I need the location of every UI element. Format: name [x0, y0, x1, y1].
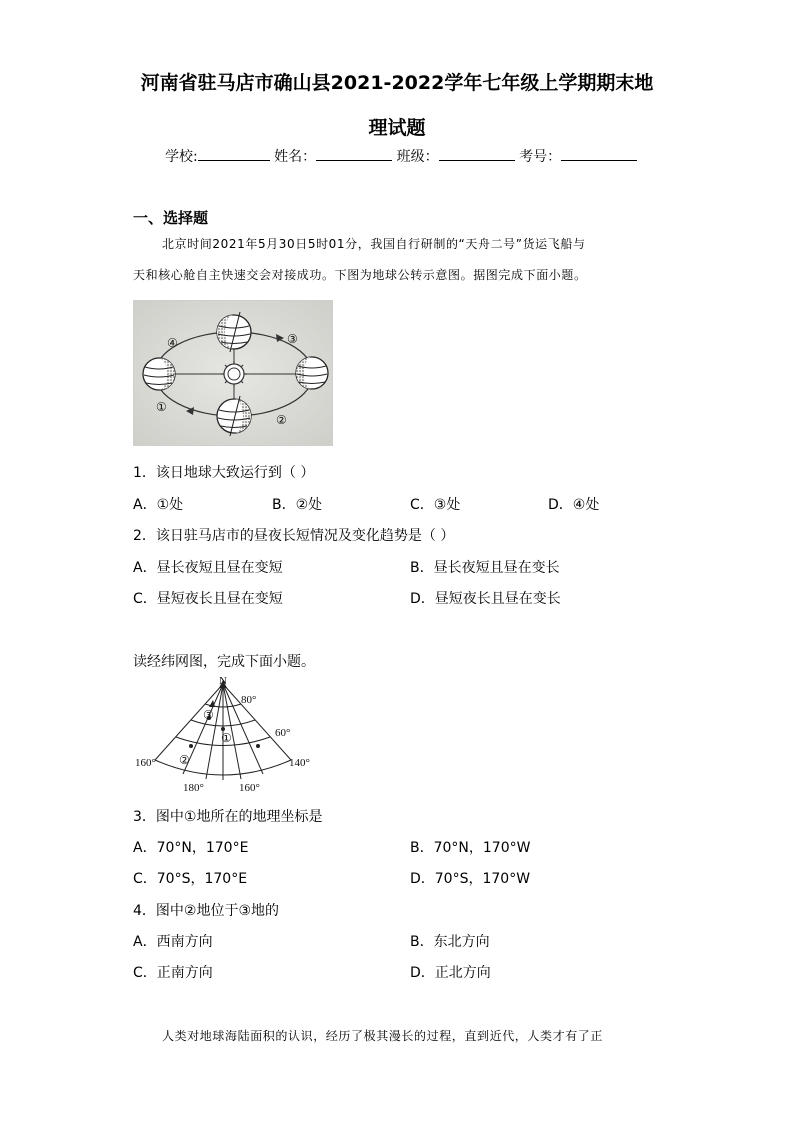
q4-option-a[interactable]: A．西南方向 [133, 934, 213, 950]
footer-passage: 人类对地球海陆面积的认识，经历了极其漫长的过程，直到近代，人类才有了正 [162, 1029, 604, 1043]
lon-label-160-left: 160° [135, 757, 156, 769]
question-1-stem: 1．该日地球大致运行到（ ） [133, 465, 315, 481]
school-label: 学校: [165, 149, 198, 165]
section-title: 一、选择题 [133, 209, 209, 227]
passage1-line2: 天和核心舱自主快速交会对接成功。下图为地球公转示意图。据图完成下面小题。 [133, 268, 587, 282]
exam-number-field[interactable] [561, 147, 637, 161]
name-label: 姓名： [274, 149, 317, 165]
point-label-3: ③ [203, 708, 214, 722]
name-field[interactable] [316, 147, 392, 161]
q1-option-b[interactable]: B．②处 [272, 497, 323, 513]
point-label-1: ① [221, 731, 232, 745]
lon-label-140: 140° [289, 757, 310, 769]
school-field[interactable] [198, 147, 270, 161]
q2-option-a[interactable]: A．昼长夜短且昼在变短 [133, 560, 283, 576]
passage2-text: 读经纬网图，完成下面小题。 [133, 654, 315, 670]
question-4-stem: 4．图中②地位于③地的 [133, 903, 280, 919]
position-label-2: ② [276, 413, 287, 427]
lat-label-60: 60° [275, 727, 291, 739]
q2-option-b[interactable]: B．昼长夜短且昼在变长 [410, 560, 560, 576]
page-title-line1: 河南省驻马店市确山县2021-2022学年七年级上学期期末地 [140, 72, 654, 94]
lat-lon-grid-svg [133, 674, 323, 798]
north-label: N [219, 675, 227, 687]
earth-icon-left [143, 358, 175, 390]
earth-orbit-diagram [133, 300, 333, 446]
page-title-line2: 理试题 [368, 117, 426, 139]
question-2-stem: 2．该日驻马店市的昼夜长短情况及变化趋势是（ ） [133, 528, 455, 544]
position-label-3: ③ [287, 332, 298, 346]
lon-label-160-bottom: 160° [239, 782, 260, 794]
class-field[interactable] [439, 147, 515, 161]
q3-option-d[interactable]: D．70°S，170°W [410, 871, 531, 887]
point-label-2: ② [179, 753, 190, 767]
q2-option-d[interactable]: D．昼短夜长且昼在变长 [410, 591, 561, 607]
q4-option-b[interactable]: B．东北方向 [410, 934, 490, 950]
lon-label-180: 180° [183, 782, 204, 794]
meridian-7 [223, 684, 291, 760]
q1-option-d[interactable]: D．④处 [548, 497, 600, 513]
q1-option-c[interactable]: C．③处 [410, 497, 461, 513]
earth-orbit-svg [134, 301, 332, 445]
earth-icon-right [296, 357, 328, 389]
q2-option-c[interactable]: C．昼短夜长且昼在变短 [133, 591, 283, 607]
q3-option-b[interactable]: B．70°N，170°W [410, 840, 531, 856]
info-row [165, 146, 637, 166]
position-label-1: ① [156, 400, 167, 414]
q4-option-d[interactable]: D．正北方向 [410, 965, 491, 981]
class-label: 班级： [396, 149, 439, 165]
exam-number-label: 考号： [519, 149, 562, 165]
position-label-4: ④ [167, 336, 178, 350]
meridian-1 [155, 684, 223, 760]
q3-option-c[interactable]: C．70°S，170°E [133, 871, 248, 887]
grid-point-4 [256, 744, 260, 748]
q3-option-a[interactable]: A．70°N，170°E [133, 840, 249, 856]
q4-option-c[interactable]: C．正南方向 [133, 965, 213, 981]
passage1-line1: 北京时间2021年5月30日5时01分，我国自行研制的“天舟二号”货运飞船与 [162, 237, 586, 251]
grid-point-2 [189, 744, 193, 748]
question-3-stem: 3．图中①地所在的地理坐标是 [133, 809, 323, 825]
q1-option-a[interactable]: A．①处 [133, 497, 184, 513]
lat-lon-grid-diagram [133, 674, 323, 798]
lat-label-80: 80° [241, 694, 257, 706]
